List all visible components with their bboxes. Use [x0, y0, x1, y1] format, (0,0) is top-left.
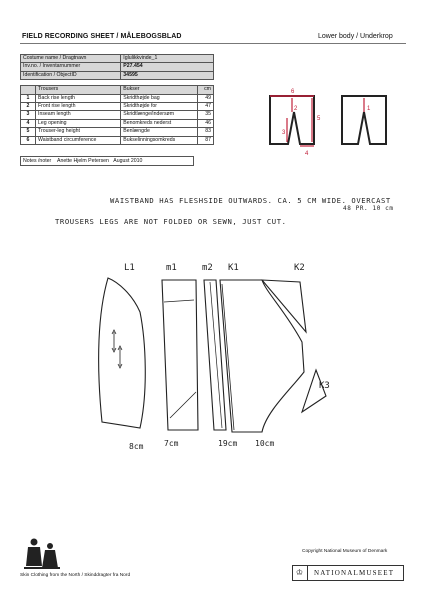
pattern-piece-L1 [99, 278, 146, 428]
copyright-text: Copyright National Museum of Denmark [302, 549, 388, 554]
diagram-label-3: 3 [282, 130, 286, 136]
measure-en: Trouser-leg height [36, 128, 121, 136]
pattern-label-m1: m1 [166, 263, 177, 273]
measure-da: Bukselinningsomkreds [121, 136, 198, 144]
footer-project-label: Skin Clothing from the North / Skinddragter fra Nord [20, 573, 131, 578]
trouser-diagram-front [270, 89, 321, 157]
measure-index: 4 [21, 119, 36, 127]
notes-date: August 2010 [113, 158, 143, 164]
measure-row [21, 94, 214, 102]
pattern-label-K3: K3 [319, 381, 330, 391]
info-value: Iglulikkvinde_1 [121, 55, 214, 63]
header-divider [20, 43, 406, 44]
measure-cm: 49 [197, 94, 213, 102]
measure-en: Back rise length [36, 94, 121, 102]
diagram-label-6: 6 [291, 89, 295, 95]
measure-row [21, 136, 214, 144]
pattern-width-K2: 10cm [255, 439, 275, 448]
measure-en: Leg opening [36, 119, 121, 127]
handwritten-note-line1b: 48 PR. 10 cm [343, 205, 394, 212]
trouser-measurement-diagrams [258, 84, 392, 160]
measure-header-cm: cm [197, 86, 213, 94]
measure-header-en: Trousers [36, 86, 121, 94]
sheet-title: FIELD RECORDING SHEET / MÅLEBOGSBLAD [22, 33, 182, 40]
diagram-label-2: 2 [294, 106, 298, 112]
measure-index: 5 [21, 128, 36, 136]
measure-row [21, 103, 214, 111]
measure-da: Benlængde [121, 128, 198, 136]
pattern-pieces-drawing [90, 272, 340, 442]
skin-clothing-logo [22, 536, 68, 572]
measure-header-da: Bukser [121, 86, 198, 94]
measure-da: Benomkreds nederst [121, 119, 198, 127]
measure-index: 3 [21, 111, 36, 119]
sheet-section-label: Lower body / Underkrop [318, 33, 393, 40]
pattern-label-K1: K1 [228, 263, 239, 273]
pattern-label-L1: L1 [124, 263, 135, 273]
measure-cm: 46 [197, 119, 213, 127]
pattern-width-m1: 7cm [164, 439, 179, 448]
measure-da: Skridthøjde for [121, 103, 198, 111]
handwritten-note-line2: TROUSERS LEGS ARE NOT FOLDED OR SEWN, JUST CUT. [55, 217, 287, 226]
measure-da: Skridthøjde bag [121, 94, 198, 102]
measure-row [21, 111, 214, 119]
nationalmuseet-logo [292, 565, 404, 581]
notes-row [20, 156, 194, 166]
pattern-piece-K3 [302, 370, 326, 412]
measure-header-row [21, 86, 214, 94]
recording-table [20, 54, 214, 145]
info-row [21, 55, 214, 63]
diagram-label-4: 4 [305, 151, 309, 157]
museum-name: NATIONALMUSEET [314, 569, 395, 577]
info-value: P27.454 [121, 63, 214, 71]
measure-cm: 87 [197, 136, 213, 144]
measure-cm: 47 [197, 103, 213, 111]
info-label: Inv.no. / Inventarnummer [21, 63, 121, 71]
measure-en: Front rise length [36, 103, 121, 111]
trouser-diagram-back [342, 96, 386, 144]
pattern-width-K1: 19cm [218, 439, 238, 448]
measure-en: Waistband circumference [36, 136, 121, 144]
diagram-label-5: 5 [317, 116, 321, 122]
pattern-label-m2: m2 [202, 263, 213, 273]
info-row [21, 63, 214, 71]
pattern-piece-K2 [262, 280, 306, 332]
measure-cm: 83 [197, 128, 213, 136]
info-label: Identification / ObjectID [21, 71, 121, 79]
measure-row [21, 119, 214, 127]
notes-label: Notes /noter [23, 158, 52, 164]
measure-en: Inseam length [36, 111, 121, 119]
pattern-width-L1: 8cm [129, 442, 144, 451]
info-row [21, 71, 214, 79]
pattern-piece-m2 [204, 280, 226, 430]
notes-author: Anette Hjelm Petersen [57, 158, 109, 164]
measure-index: 6 [21, 136, 36, 144]
diagram-label-1: 1 [367, 106, 371, 112]
measure-da: Skridtlænge/indersøm [121, 111, 198, 119]
info-value: 34595 [121, 71, 214, 79]
measure-row [21, 128, 214, 136]
measure-index: 2 [21, 103, 36, 111]
pattern-label-K2: K2 [294, 263, 305, 273]
measure-cm: 35 [197, 111, 213, 119]
crown-icon: ♔ [293, 566, 308, 580]
info-label: Costume name / Dragtnavn [21, 55, 121, 63]
measure-index: 1 [21, 94, 36, 102]
handwritten-note-line1: WAISTBAND HAS FLESHSIDE OUTWARDS. CA. 5 CM WIDE. OVERCAST [110, 196, 391, 205]
